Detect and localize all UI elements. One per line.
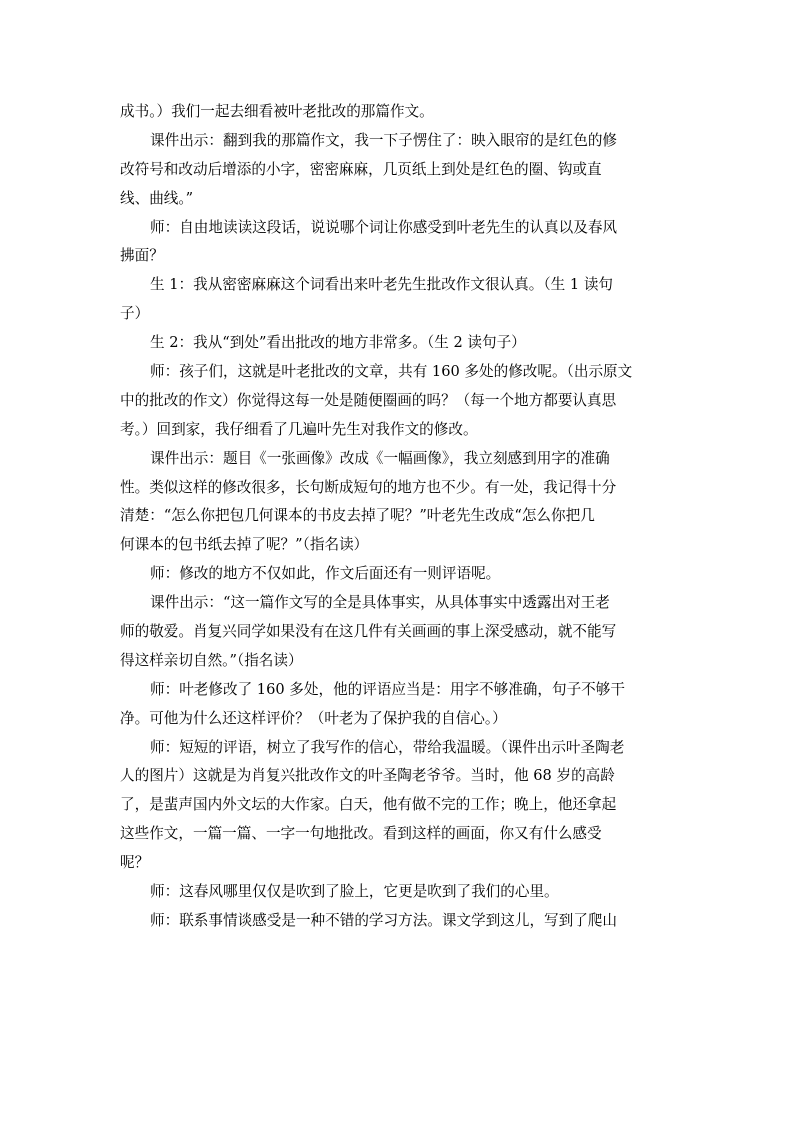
text-line: 师的敬爱。肖复兴同学如果没有在这几件有关画画的事上深受感动，就不能写 [120,623,617,641]
text-line: 性。类似这样的修改很多，长句断成短句的地方也不少。有一处，我记得十分 [120,478,617,496]
text-line: 师：这春风哪里仅仅是吹到了脸上，它更是吹到了我们的心里。 [150,883,559,901]
text-line: 师：叶老修改了 160 多处，他的评语应当是：用字不够准确，句子不够干 [150,680,625,698]
text-line: 了，是蜚声国内外文坛的大作家。白天，他有做不完的工作；晚上，他还拿起 [120,796,617,814]
text-line: 中的批改的作文）你觉得这每一处是随便圈画的吗？（每一个地方都要认真思 [120,391,617,409]
text-line: 得这样亲切自然。”（指名读） [120,651,303,669]
text-line: 生 2：我从“到处”看出批改的地方非常多。（生 2 读句子） [150,334,526,352]
text-line: 人的图片）这就是为肖复兴批改作文的叶圣陶老爷爷。当时，他 68 岁的高龄 [120,767,615,785]
text-line: 何课本的包书纸去掉了呢？”（指名读） [120,536,369,554]
text-line: 师：孩子们，这就是叶老批改的文章，共有 160 多处的修改呢。（出示原文 [150,363,633,381]
text-line: 清楚：“怎么你把包几何课本的书皮去掉了呢？”叶老先生改成“怎么你把几 [120,507,595,525]
text-line: 净。可他为什么还这样评价？（叶老为了保护我的自信心。） [120,709,507,727]
text-line: 师：修改的地方不仅如此，作文后面还有一则评语呢。 [150,565,501,583]
text-line: 拂面？ [120,247,164,265]
text-line: 师：联系事情谈感受是一种不错的学习方法。课文学到这儿，写到了爬山 [150,911,618,929]
body-text [120,98,676,936]
text-line: 改符号和改动后增添的小字，密密麻麻，几页纸上到处是红色的圈、钩或直 [120,160,602,178]
text-line: 课件出示：题目《一张画像》改成《一幅画像》，我立刻感到用字的准确 [150,449,610,467]
text-line: 成书。）我们一起去细看被叶老批改的那篇作文。 [120,103,434,120]
text-line: 子） [120,305,150,323]
text-line: 线、曲线。” [120,189,194,207]
text-line: 课件出示：“这一篇作文写的全是具体事实，从具体事实中透露出对王老 [150,594,610,612]
text-line: 生 1：我从密密麻麻这个词看出来叶老先生批改作文很认真。（生 1 读句 [150,276,614,294]
text-line: 这些作文，一篇一篇、一字一句地批改。看到这样的画面，你又有什么感受 [120,825,602,843]
text-line: 师：自由地读读这段话，说说哪个词让你感受到叶老先生的认真以及春风 [150,218,618,236]
text-line: 师：短短的评语，树立了我写作的信心，带给我温暖。（课件出示叶圣陶老 [150,738,625,756]
text-line: 课件出示：翻到我的那篇作文，我一下子愣住了：映入眼帘的是红色的修 [150,131,618,149]
text-line: 呢？ [120,854,150,872]
text-line: 考。）回到家，我仔细看了几遍叶先生对我作文的修改。 [120,420,478,438]
